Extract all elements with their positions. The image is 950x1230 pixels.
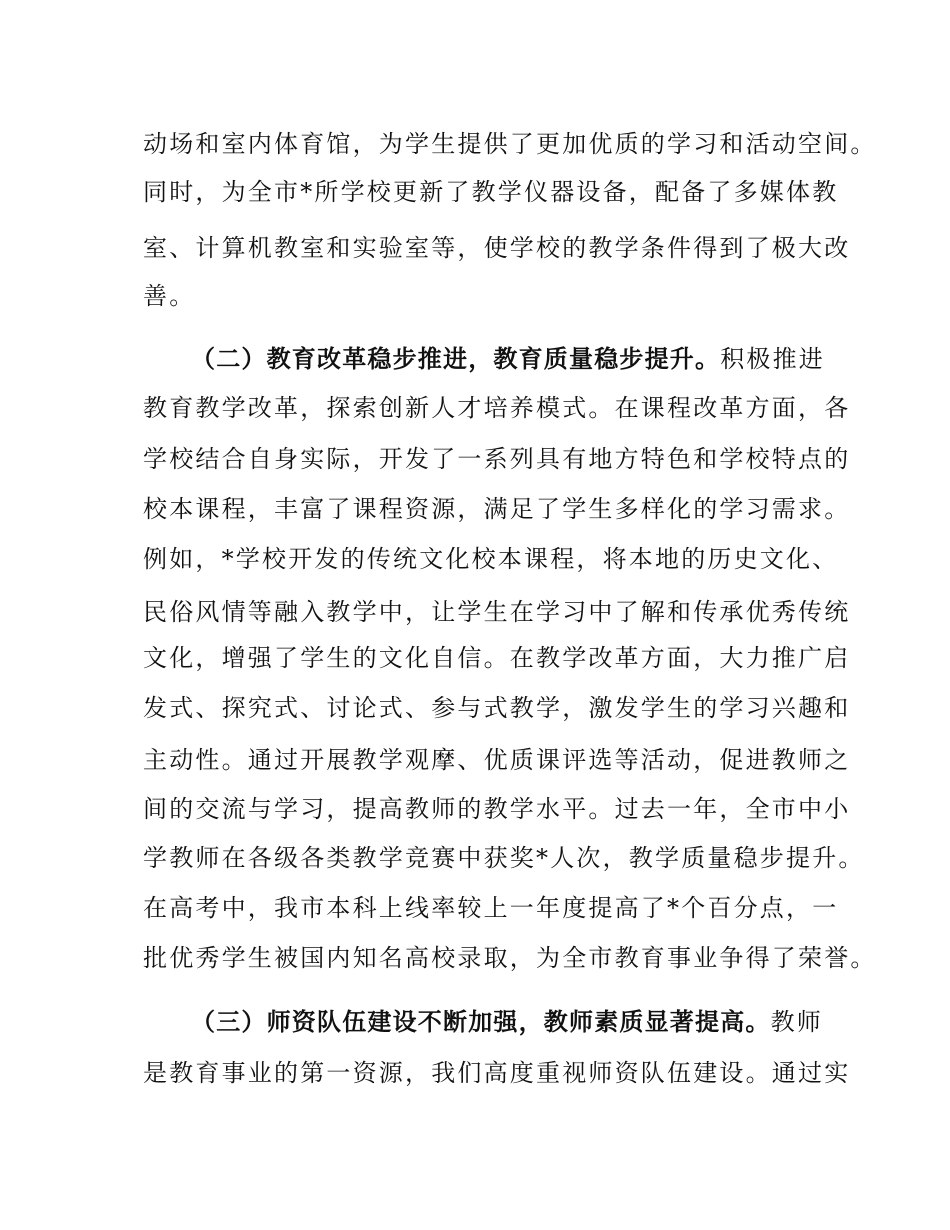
section-3-first-line (191, 1006, 823, 1038)
text-line: 教育教学改革，探索创新人才培养模式。在课程改革方面，各 (143, 394, 851, 422)
text-line: 发式、探究式、讨论式、参与式教学，激发学生的学习兴趣和 (143, 694, 851, 722)
text-line: 是教育事业的第一资源，我们高度重视师资队伍建设。通过实 (143, 1059, 851, 1087)
text-line: 民俗风情等融入教学中，让学生在学习中了解和传承优秀传统 (143, 598, 851, 626)
text-line: 例如，*学校开发的传统文化校本课程，将本地的历史文化、 (143, 545, 839, 573)
text-line: 动场和室内体育馆，为学生提供了更加优质的学习和活动空间。 (143, 130, 877, 158)
text-line: 批优秀学生被国内知名高校录取，为全市教育事业争得了荣誉。 (143, 944, 877, 972)
text-line: 主动性。通过开展教学观摩、优质课评选等活动，促进教师之 (143, 746, 851, 774)
text-line: 善。 (143, 282, 196, 310)
text-line: 校本课程，丰富了课程资源，满足了学生多样化的学习需求。 (143, 495, 851, 523)
section-3-heading: （三）师资队伍建设不断加强，教师素质显著提高。 (191, 1008, 771, 1036)
text-line: 学校结合自身实际，开发了一系列具有地方特色和学校特点的 (143, 445, 851, 473)
text-line: 在高考中，我市本科上线率较上一年度提高了*个百分点，一 (143, 894, 839, 922)
section-2-first-line-text: 积极推进 (720, 345, 826, 373)
text-line: 室、计算机教室和实验室等，使学校的教学条件得到了极大改 (143, 234, 851, 262)
text-line: 学教师在各级各类教学竞赛中获奖*人次，教学质量稳步提升。 (143, 844, 865, 872)
text-line: 间的交流与学习，提高教师的教学水平。过去一年，全市中小 (143, 795, 851, 823)
text-line: 文化，增强了学生的文化自信。在教学改革方面，大力推广启 (143, 644, 851, 672)
text-line: 同时，为全市*所学校更新了教学仪器设备，配备了多媒体教 (143, 178, 839, 206)
section-2-heading: （二）教育改革稳步推进，教育质量稳步提升。 (191, 345, 721, 373)
section-2-first-line (191, 343, 825, 375)
section-3-first-line-text: 教师 (770, 1008, 824, 1036)
